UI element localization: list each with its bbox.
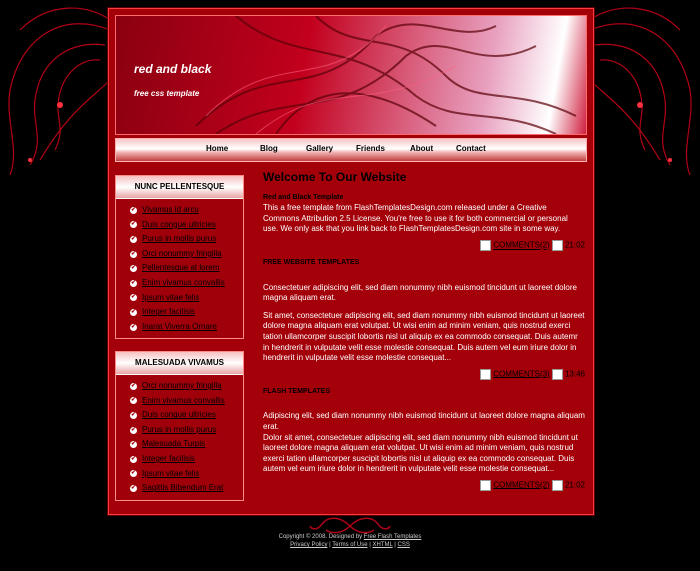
footer-copyright-line [0, 533, 700, 541]
checkmark-icon: ✔ [130, 206, 137, 213]
list-item [130, 305, 243, 320]
checkmark-icon: ✔ [130, 411, 137, 418]
list-item [130, 291, 243, 306]
header-banner [115, 15, 587, 135]
comments-link[interactable]: COMMENTS(2) [493, 240, 550, 250]
sidebar-box-malesuada-vivamus [115, 351, 244, 501]
nav-item-blog[interactable]: Blog [260, 144, 278, 153]
comments-link[interactable]: COMMENTS(2) [493, 480, 550, 490]
sidebar-link[interactable]: Enim vivamus convallis [142, 395, 225, 405]
post-time: 21:02 [564, 240, 585, 250]
nav-item-gallery[interactable]: Gallery [306, 144, 334, 153]
comments-icon [480, 480, 491, 491]
sidebar-link[interactable]: Duis congue ultricies [142, 410, 216, 420]
checkmark-icon: ✔ [130, 397, 137, 404]
nav-item-about[interactable]: About [410, 144, 434, 153]
clock-icon [552, 480, 563, 491]
post-meta [263, 480, 585, 494]
clock-icon [552, 369, 563, 380]
list-item [130, 437, 243, 452]
xhtml-link[interactable]: XHTML [372, 542, 393, 548]
list-item [130, 394, 243, 409]
checkmark-icon: ✔ [130, 455, 137, 462]
checkmark-icon: ✔ [130, 426, 137, 433]
designer-link[interactable]: Free Flash Templates [363, 534, 422, 540]
post-title: FLASH TEMPLATES [263, 387, 331, 395]
checkmark-icon: ✔ [130, 221, 137, 228]
nav-item-home[interactable]: Home [206, 144, 229, 153]
post [263, 387, 585, 494]
footer-links: Privacy Policy | Terms of Use | XHTML | CSS [290, 542, 410, 548]
sidebar-link[interactable]: Purus in mollis purus [142, 234, 217, 244]
checkmark-icon: ✔ [130, 250, 137, 257]
list-item [130, 452, 243, 467]
list-item [130, 218, 243, 233]
sidebar-link[interactable]: Duis congue ultricies [142, 219, 216, 229]
sidebar-link[interactable]: Enim vivamus convallis [142, 277, 225, 287]
sidebar-link[interactable]: Purus in mollis purus [142, 424, 217, 434]
list-item [130, 276, 243, 291]
post-title: FREE WEBSITE TEMPLATES [263, 258, 360, 266]
css-link[interactable]: CSS [397, 542, 410, 548]
nav-item-friends[interactable]: Friends [356, 144, 385, 153]
list-item [130, 408, 243, 423]
list-item [130, 232, 243, 247]
checkmark-icon: ✔ [130, 308, 137, 315]
post-body: Consectetuer adipiscing elit, sed diam nonummy nibh euismod tincidunt ut laoreet dolore magna aliquam erat. [263, 282, 577, 303]
sidebar-link[interactable]: Integer facilisis [142, 453, 195, 463]
list-item [130, 203, 243, 218]
post-body: Sit amet, consectetuer adipiscing elit, sed diam nonummy nibh euismod tincidunt ut laoreet dolore magna aliquam erat volutpat. Ut wisi enim ad minim veniam, quis nostrud exerci tation ullamcorper suscipit lobortis nisl ut aliquip ex ea commodo consequat. Duis autemr in hendrerit in vulputate velit esse molestie consequat. Duis autem vel eum iriure dolor in hendrerit in vulputate velit esse molestie consequat... [263, 310, 585, 363]
post-time: 13:46 [564, 369, 585, 379]
post [263, 193, 585, 254]
checkmark-icon: ✔ [130, 235, 137, 242]
page-title: Welcome To Our Website [263, 170, 407, 184]
post-body: Adipiscing elit, sed diam nonummy nibh euismod tincidunt ut laoreet dolore magna aliquam erat. Dolor sit amet, consectetuer adipiscing elit, sed diam nonummy nibh euismod tincidunt ut laoreet dolore magna aliquam erat volutpat. Ut wisi enim ad minim veniam, quis nostrud exerci tation ullamcorper suscipit lobortis nisl ut aliquip ex ea commodo consequat. Duis autem vel eum iriure dolor in hendrerit in vulputate velit esse molestie consequat... [263, 411, 585, 474]
sidebar-box-title: MALESUADA VIVAMUS [116, 352, 243, 375]
list-item [130, 320, 243, 335]
post-title: Red and Black Template [263, 193, 344, 201]
checkmark-icon: ✔ [130, 323, 137, 330]
sidebar-link[interactable]: Orci nonummy fringilla [142, 248, 222, 258]
comments-icon [480, 369, 491, 380]
list-item [130, 467, 243, 482]
footer [0, 533, 700, 549]
privacy-policy-link[interactable]: Privacy Policy [290, 542, 328, 548]
post-meta [263, 369, 585, 383]
sidebar-link[interactable]: Pellentesque at lorem [142, 263, 220, 273]
site-title: red and black [134, 62, 212, 76]
post-body: This a free template from FlashTemplatesDesign.com released under a Creative Commons Attribution 2.5 License. You're free to use it for both commercial or personal use. We only ask that you link back to FlashTemplatesDesign.com site in some way. [263, 203, 568, 234]
checkmark-icon: ✔ [130, 484, 137, 491]
terms-of-use-link[interactable]: Terms of Use [332, 542, 368, 548]
checkmark-icon: ✔ [130, 470, 137, 477]
post [263, 258, 585, 383]
right-swirl-decoration [580, 0, 700, 180]
list-item [130, 261, 243, 276]
sidebar-link[interactable]: Orci nonummy fringilla [142, 381, 222, 390]
sidebar-link[interactable]: Ipsum vitae felis [142, 292, 200, 302]
comments-link[interactable]: COMMENTS(3) [493, 369, 550, 379]
sidebar-link[interactable]: Ipsum vitae felis [142, 468, 200, 478]
comments-icon [480, 240, 491, 251]
post-meta [263, 240, 585, 254]
checkmark-icon: ✔ [130, 441, 137, 448]
list-item [130, 481, 243, 496]
left-swirl-decoration [0, 0, 120, 180]
sidebar-link[interactable]: Malesuada Turpis [142, 439, 206, 449]
checkmark-icon: ✔ [130, 294, 137, 301]
sidebar-box-nunc-pellentesque [115, 175, 244, 339]
main-navigation [115, 138, 587, 162]
list-item [130, 247, 243, 262]
checkmark-icon: ✔ [130, 265, 137, 272]
main-content [263, 172, 585, 494]
site-tagline: free css template [134, 89, 200, 98]
clock-icon [552, 240, 563, 251]
sidebar-link[interactable]: Vivamus id arcu [142, 205, 199, 214]
copyright-text: Copyright © 2008. Designed by [278, 534, 363, 540]
sidebar-link[interactable]: Sagittis Bibendum Erat [142, 483, 224, 493]
list-item [130, 379, 243, 394]
sidebar-box-title: NUNC PELLENTESQUE [116, 176, 243, 199]
page-container [108, 8, 594, 515]
sidebar-link[interactable]: Inarat Viverra Ornare [142, 321, 217, 331]
checkmark-icon: ✔ [130, 279, 137, 286]
post-time: 21:02 [564, 480, 585, 490]
nav-item-contact[interactable]: Contact [456, 144, 486, 153]
checkmark-icon: ✔ [130, 382, 137, 389]
sidebar-link[interactable]: Integer facilisis [142, 307, 195, 317]
list-item [130, 423, 243, 438]
